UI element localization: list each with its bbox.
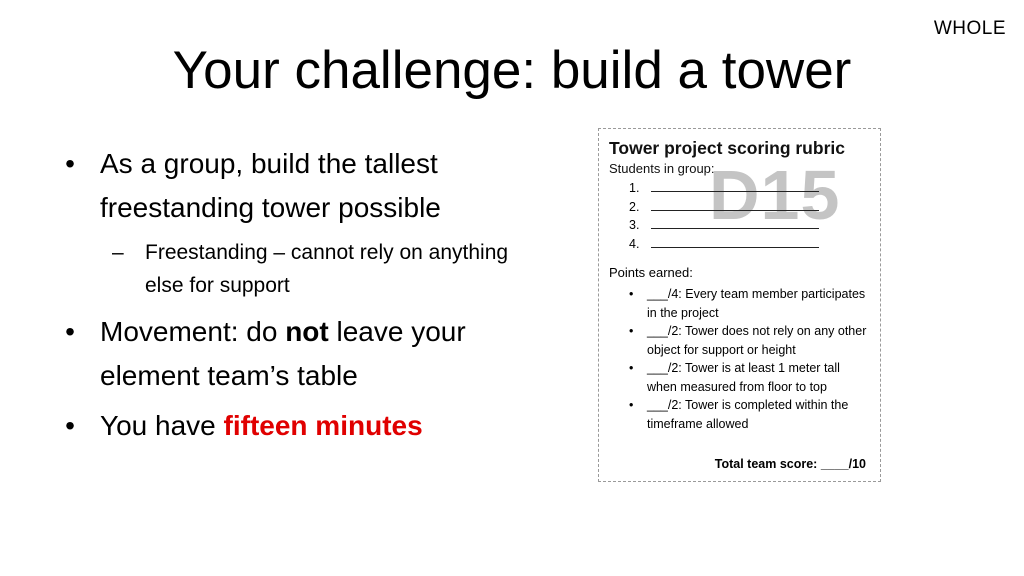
student-line [609, 216, 870, 235]
bold-text: not [285, 316, 329, 347]
blank-line [651, 179, 819, 192]
bullet-text [100, 316, 466, 391]
points-item [609, 285, 870, 322]
bullet-text-part: You have [100, 410, 224, 441]
slide-title: Your challenge: build a tower [172, 41, 852, 100]
dash-icon: – [112, 241, 124, 264]
bullet-item [60, 310, 510, 398]
points-item [609, 396, 870, 433]
bullet-text [100, 410, 423, 441]
bullet-text-part: leave your element team’s table [100, 316, 466, 391]
bullet-item [60, 404, 510, 448]
points-list [609, 285, 870, 433]
points-item [609, 359, 870, 396]
bullet-text-part: Movement: do [100, 316, 286, 347]
blank-line [651, 198, 819, 211]
blank-line [651, 235, 819, 248]
student-number: 2. [629, 199, 640, 214]
points-text: ___/4: Every team member participates in the project [647, 287, 866, 320]
sub-bullet-item [60, 236, 510, 302]
bullet-dot-icon: • [629, 324, 634, 338]
bullet-dot-icon: • [65, 148, 75, 179]
points-item [609, 322, 870, 359]
student-line [609, 198, 870, 217]
sub-bullet-text: Freestanding – cannot rely on anything else for support [145, 241, 509, 297]
bullet-dot-icon: • [65, 316, 75, 347]
bullet-dot-icon: • [629, 398, 634, 412]
bullet-list [60, 142, 510, 454]
watermark: D15 [709, 156, 841, 234]
student-line [609, 235, 870, 254]
student-number: 3. [629, 218, 640, 232]
total-score: Total team score: ____/10 [714, 457, 866, 471]
bullet-text: As a group, build the tallest freestanding tower possible [100, 148, 441, 223]
students-label: Students in group: [609, 161, 715, 176]
rubric-title: Tower project scoring rubric [609, 138, 845, 158]
corner-tag: WHOLE [933, 18, 1006, 39]
points-text: ___/2: Tower is completed within the timeframe allowed [647, 398, 849, 431]
blank-line [651, 216, 819, 229]
bullet-dot-icon: • [629, 287, 634, 301]
student-number: 1. [629, 181, 640, 195]
points-label: Points earned: [609, 265, 693, 280]
points-text: ___/2: Tower does not rely on any other object for support or height [647, 324, 867, 357]
student-number: 4. [629, 236, 640, 251]
student-list [609, 179, 870, 253]
points-text: ___/2: Tower is at least 1 meter tall when measured from floor to top [647, 361, 840, 394]
bullet-dot-icon: • [65, 410, 75, 441]
student-line [609, 179, 870, 198]
bullet-item [60, 142, 510, 230]
rubric-image [598, 128, 881, 482]
highlight-text: fifteen minutes [223, 410, 423, 441]
bullet-dot-icon: • [629, 361, 634, 375]
